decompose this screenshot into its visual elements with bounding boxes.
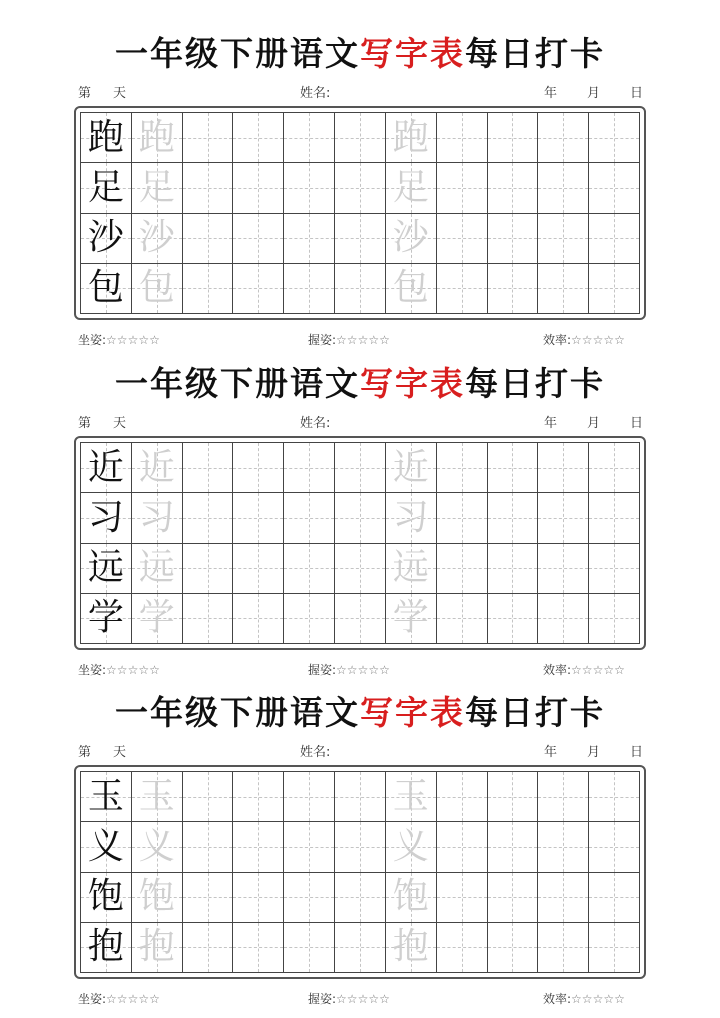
practice-cell[interactable] — [335, 163, 386, 213]
grip-rating — [308, 990, 390, 1007]
name-field — [300, 86, 330, 102]
practice-cell[interactable] — [284, 544, 335, 594]
practice-cell[interactable] — [284, 113, 335, 163]
practice-cell[interactable] — [589, 594, 640, 644]
practice-cell[interactable] — [183, 594, 234, 644]
practice-cell[interactable] — [233, 544, 284, 594]
trace-character: 跑 — [138, 116, 175, 158]
practice-cell[interactable] — [538, 544, 589, 594]
name-field — [300, 416, 330, 432]
day-counter — [78, 86, 126, 102]
practice-cell[interactable] — [538, 113, 589, 163]
practice-cell[interactable] — [437, 544, 488, 594]
title-highlight: 写字表 — [360, 693, 465, 732]
practice-cell[interactable] — [183, 113, 234, 163]
efficiency-label: 效率: — [543, 992, 572, 1006]
practice-cell[interactable] — [335, 493, 386, 543]
practice-cell[interactable] — [437, 443, 488, 493]
tian-label: 天 — [113, 86, 127, 101]
practice-cell[interactable] — [284, 772, 335, 822]
practice-cell[interactable] — [284, 443, 335, 493]
trace-character-cell[interactable] — [386, 113, 437, 163]
practice-cell[interactable] — [589, 822, 640, 872]
practice-cell[interactable] — [233, 772, 284, 822]
name-field — [300, 745, 330, 761]
model-character: 跑 — [87, 116, 124, 158]
practice-cell[interactable] — [233, 214, 284, 264]
name-label: 姓名: — [300, 745, 331, 760]
trace-character-cell[interactable] — [132, 822, 183, 872]
model-character: 义 — [87, 825, 124, 867]
trace-character: 远 — [392, 547, 429, 589]
practice-cell[interactable] — [538, 772, 589, 822]
name-label: 姓名: — [300, 416, 331, 431]
practice-cell[interactable] — [233, 264, 284, 314]
practice-cell[interactable] — [183, 772, 234, 822]
practice-cell[interactable] — [437, 923, 488, 973]
model-character-cell[interactable] — [81, 873, 132, 923]
trace-character-cell[interactable] — [386, 822, 437, 872]
section-title — [0, 691, 720, 735]
practice-cell[interactable] — [335, 544, 386, 594]
trace-character-cell[interactable] — [386, 873, 437, 923]
star-rating-icon[interactable]: ☆☆☆☆☆ — [571, 992, 625, 1006]
practice-cell[interactable] — [183, 264, 234, 314]
practice-cell[interactable] — [284, 594, 335, 644]
practice-cell[interactable] — [488, 113, 539, 163]
practice-cell[interactable] — [488, 544, 539, 594]
practice-cell[interactable] — [589, 923, 640, 973]
practice-cell[interactable] — [437, 493, 488, 543]
practice-cell[interactable] — [488, 822, 539, 872]
title-suffix: 每日打卡 — [465, 364, 605, 403]
tian-label: 天 — [113, 416, 127, 431]
trace-character: 足 — [392, 166, 429, 208]
practice-cell[interactable] — [284, 822, 335, 872]
model-character: 沙 — [87, 217, 124, 259]
model-character: 学 — [87, 597, 124, 639]
trace-character: 玉 — [138, 775, 175, 817]
trace-character-cell[interactable] — [386, 493, 437, 543]
practice-cell[interactable] — [284, 264, 335, 314]
worksheet-section — [0, 0, 720, 347]
practice-cell[interactable] — [183, 163, 234, 213]
writing-grid — [80, 112, 640, 314]
practice-cell[interactable] — [437, 214, 488, 264]
model-character-cell[interactable] — [81, 264, 132, 314]
star-rating-icon[interactable]: ☆☆☆☆☆ — [571, 663, 625, 677]
trace-character-cell[interactable] — [132, 493, 183, 543]
date-field — [544, 745, 643, 761]
practice-cell[interactable] — [437, 772, 488, 822]
trace-character: 习 — [392, 496, 429, 538]
day-label: 日 — [630, 416, 644, 431]
practice-cell[interactable] — [488, 443, 539, 493]
trace-character: 包 — [392, 267, 429, 309]
month-label: 月 — [587, 745, 601, 760]
date-field — [544, 86, 643, 102]
practice-cell[interactable] — [233, 163, 284, 213]
practice-cell[interactable] — [488, 163, 539, 213]
sitting-label: 坐姿: — [78, 992, 107, 1006]
practice-cell[interactable] — [183, 822, 234, 872]
trace-character: 包 — [138, 267, 175, 309]
practice-cell[interactable] — [183, 443, 234, 493]
practice-cell[interactable] — [335, 594, 386, 644]
star-rating-icon[interactable]: ☆☆☆☆☆ — [336, 992, 390, 1006]
grip-label: 握姿: — [308, 992, 337, 1006]
model-character-cell[interactable] — [81, 493, 132, 543]
practice-cell[interactable] — [589, 113, 640, 163]
day-label: 日 — [630, 86, 644, 101]
title-prefix: 一年级下册语文 — [115, 34, 360, 73]
practice-cell[interactable] — [284, 873, 335, 923]
day-counter — [78, 416, 126, 432]
efficiency-label: 效率: — [543, 333, 572, 347]
efficiency-rating — [543, 990, 625, 1007]
model-character-cell[interactable] — [81, 822, 132, 872]
trace-character-cell[interactable] — [386, 772, 437, 822]
year-label: 年 — [544, 745, 558, 760]
trace-character-cell[interactable] — [386, 594, 437, 644]
practice-cell[interactable] — [233, 923, 284, 973]
worksheet-section — [0, 659, 720, 1006]
practice-cell[interactable] — [284, 163, 335, 213]
practice-cell[interactable] — [233, 493, 284, 543]
year-label: 年 — [544, 416, 558, 431]
practice-cell[interactable] — [183, 493, 234, 543]
model-character-cell[interactable] — [81, 443, 132, 493]
practice-cell[interactable] — [183, 214, 234, 264]
trace-character: 义 — [138, 825, 175, 867]
title-highlight: 写字表 — [360, 34, 465, 73]
practice-cell[interactable] — [538, 923, 589, 973]
practice-cell[interactable] — [335, 822, 386, 872]
trace-character: 饱 — [392, 876, 429, 918]
trace-character: 近 — [138, 446, 175, 488]
practice-cell[interactable] — [488, 772, 539, 822]
date-field — [544, 416, 643, 432]
writing-grid — [80, 442, 640, 644]
di-label: 第 — [78, 416, 92, 431]
practice-cell[interactable] — [538, 214, 589, 264]
practice-cell[interactable] — [233, 113, 284, 163]
model-character-cell[interactable] — [81, 923, 132, 973]
practice-cell[interactable] — [538, 264, 589, 314]
trace-character-cell[interactable] — [132, 163, 183, 213]
model-character: 抱 — [87, 926, 124, 968]
practice-cell[interactable] — [335, 443, 386, 493]
writing-grid-frame — [74, 106, 646, 320]
month-label: 月 — [587, 86, 601, 101]
practice-cell[interactable] — [335, 772, 386, 822]
star-rating-icon[interactable]: ☆☆☆☆☆ — [571, 333, 625, 347]
model-character: 饱 — [87, 876, 124, 918]
model-character: 习 — [87, 496, 124, 538]
sitting-label: 坐姿: — [78, 663, 107, 677]
trace-character: 义 — [392, 825, 429, 867]
model-character: 玉 — [87, 775, 124, 817]
trace-character-cell[interactable] — [386, 264, 437, 314]
day-counter — [78, 745, 126, 761]
practice-cell[interactable] — [183, 544, 234, 594]
practice-cell[interactable] — [589, 163, 640, 213]
practice-cell[interactable] — [488, 594, 539, 644]
trace-character-cell[interactable] — [386, 544, 437, 594]
trace-character-cell[interactable] — [386, 214, 437, 264]
writing-grid-frame — [74, 436, 646, 650]
practice-cell[interactable] — [538, 873, 589, 923]
trace-character-cell[interactable] — [132, 214, 183, 264]
trace-character: 足 — [138, 166, 175, 208]
practice-cell[interactable] — [589, 443, 640, 493]
model-character-cell[interactable] — [81, 772, 132, 822]
practice-cell[interactable] — [488, 873, 539, 923]
practice-cell[interactable] — [538, 493, 589, 543]
trace-character-cell[interactable] — [132, 772, 183, 822]
writing-grid — [80, 771, 640, 973]
star-rating-icon[interactable]: ☆☆☆☆☆ — [106, 663, 160, 677]
practice-cell[interactable] — [437, 822, 488, 872]
model-character: 远 — [87, 547, 124, 589]
trace-character-cell[interactable] — [132, 264, 183, 314]
practice-cell[interactable] — [335, 873, 386, 923]
practice-cell[interactable] — [589, 772, 640, 822]
practice-cell[interactable] — [284, 493, 335, 543]
practice-cell[interactable] — [589, 493, 640, 543]
practice-cell[interactable] — [233, 822, 284, 872]
trace-character: 学 — [392, 597, 429, 639]
practice-cell[interactable] — [183, 873, 234, 923]
sitting-rating — [78, 990, 160, 1007]
trace-character: 近 — [392, 446, 429, 488]
practice-cell[interactable] — [488, 493, 539, 543]
practice-cell[interactable] — [284, 923, 335, 973]
practice-cell[interactable] — [284, 214, 335, 264]
day-label: 日 — [630, 745, 644, 760]
practice-cell[interactable] — [335, 113, 386, 163]
practice-cell[interactable] — [589, 873, 640, 923]
trace-character: 远 — [138, 547, 175, 589]
trace-character-cell[interactable] — [132, 923, 183, 973]
model-character: 近 — [87, 446, 124, 488]
grip-label: 握姿: — [308, 663, 337, 677]
practice-cell[interactable] — [538, 443, 589, 493]
model-character: 足 — [87, 166, 124, 208]
trace-character-cell[interactable] — [132, 594, 183, 644]
star-rating-icon[interactable]: ☆☆☆☆☆ — [336, 663, 390, 677]
trace-character-cell[interactable] — [386, 163, 437, 213]
star-rating-icon[interactable]: ☆☆☆☆☆ — [106, 333, 160, 347]
year-label: 年 — [544, 86, 558, 101]
model-character-cell[interactable] — [81, 594, 132, 644]
trace-character-cell[interactable] — [132, 113, 183, 163]
trace-character: 饱 — [138, 876, 175, 918]
model-character-cell[interactable] — [81, 163, 132, 213]
practice-cell[interactable] — [538, 822, 589, 872]
practice-cell[interactable] — [488, 923, 539, 973]
trace-character-cell[interactable] — [386, 443, 437, 493]
section-title — [0, 32, 720, 76]
star-rating-icon[interactable]: ☆☆☆☆☆ — [106, 992, 160, 1006]
practice-cell[interactable] — [233, 594, 284, 644]
practice-cell[interactable] — [233, 443, 284, 493]
model-character-cell[interactable] — [81, 113, 132, 163]
trace-character: 沙 — [138, 217, 175, 259]
title-suffix: 每日打卡 — [465, 693, 605, 732]
month-label: 月 — [587, 416, 601, 431]
practice-cell[interactable] — [437, 873, 488, 923]
practice-cell[interactable] — [488, 264, 539, 314]
trace-character: 抱 — [392, 926, 429, 968]
practice-cell[interactable] — [589, 264, 640, 314]
trace-character-cell[interactable] — [132, 873, 183, 923]
star-rating-icon[interactable]: ☆☆☆☆☆ — [336, 333, 390, 347]
practice-cell[interactable] — [437, 264, 488, 314]
trace-character: 跑 — [392, 116, 429, 158]
practice-cell[interactable] — [437, 163, 488, 213]
title-highlight: 写字表 — [360, 364, 465, 403]
trace-character-cell[interactable] — [132, 443, 183, 493]
model-character-cell[interactable] — [81, 544, 132, 594]
practice-cell[interactable] — [437, 594, 488, 644]
practice-cell[interactable] — [538, 594, 589, 644]
writing-grid-frame — [74, 765, 646, 979]
practice-cell[interactable] — [335, 214, 386, 264]
trace-character: 沙 — [392, 217, 429, 259]
title-prefix: 一年级下册语文 — [115, 364, 360, 403]
grip-label: 握姿: — [308, 333, 337, 347]
title-suffix: 每日打卡 — [465, 34, 605, 73]
trace-character: 抱 — [138, 926, 175, 968]
section-title — [0, 362, 720, 406]
tian-label: 天 — [113, 745, 127, 760]
trace-character: 习 — [138, 496, 175, 538]
model-character: 包 — [87, 267, 124, 309]
practice-cell[interactable] — [488, 214, 539, 264]
practice-cell[interactable] — [437, 113, 488, 163]
di-label: 第 — [78, 86, 92, 101]
model-character-cell[interactable] — [81, 214, 132, 264]
efficiency-label: 效率: — [543, 663, 572, 677]
practice-cell[interactable] — [335, 923, 386, 973]
trace-character-cell[interactable] — [132, 544, 183, 594]
name-label: 姓名: — [300, 86, 331, 101]
practice-cell[interactable] — [589, 544, 640, 594]
practice-cell[interactable] — [538, 163, 589, 213]
practice-cell[interactable] — [589, 214, 640, 264]
practice-cell[interactable] — [335, 264, 386, 314]
practice-cell[interactable] — [233, 873, 284, 923]
worksheet-section — [0, 330, 720, 677]
trace-character: 学 — [138, 597, 175, 639]
trace-character-cell[interactable] — [386, 923, 437, 973]
di-label: 第 — [78, 745, 92, 760]
sitting-label: 坐姿: — [78, 333, 107, 347]
title-prefix: 一年级下册语文 — [115, 693, 360, 732]
trace-character: 玉 — [392, 775, 429, 817]
practice-cell[interactable] — [183, 923, 234, 973]
